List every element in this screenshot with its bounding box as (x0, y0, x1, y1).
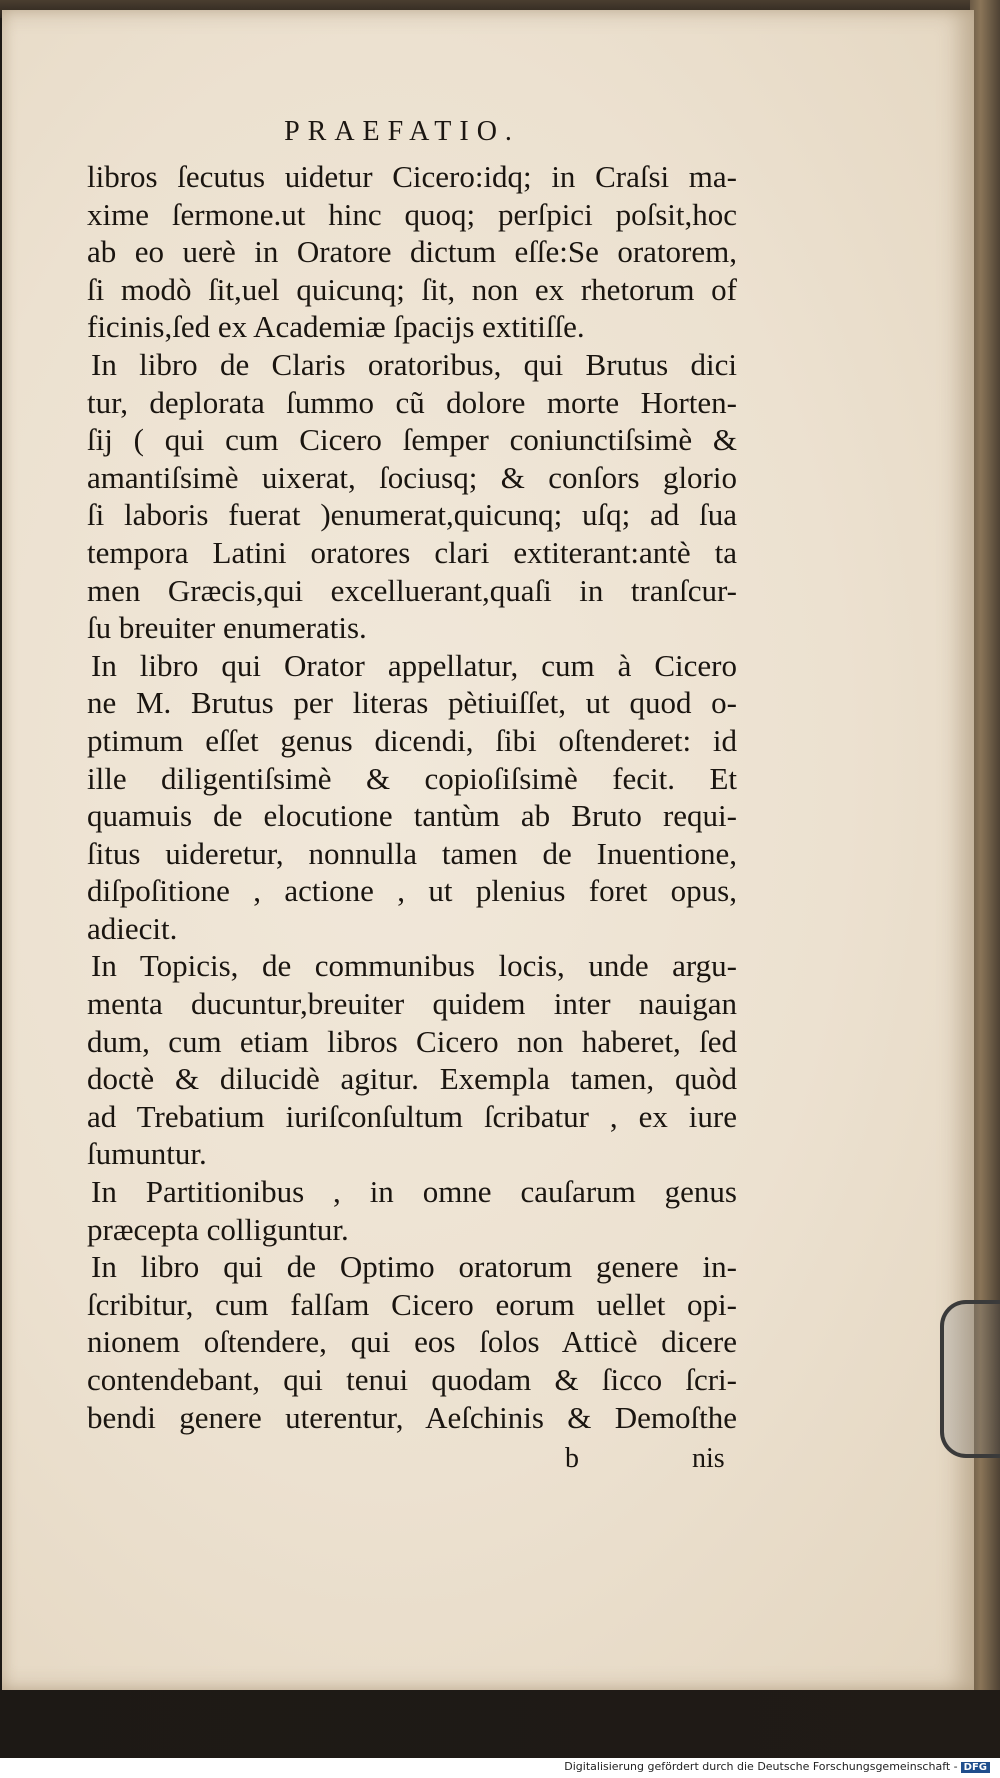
text-block (87, 158, 737, 1436)
text-line: ſi laboris fuerat )enumerat,quicunq; uſq; ad ſua (87, 497, 737, 533)
text-line: ſcribitur, cum falſam Cicero eorum uellet opi- (87, 1286, 737, 1322)
text-line: dum, cum etiam libros Cicero non haberet, ſed (87, 1023, 737, 1059)
text-line: ptimum eſſet genus dicendi, ſibi oſtenderet: id (87, 722, 737, 758)
text-line: bendi genere uterentur, Aeſchinis & Demoſthe (87, 1399, 737, 1435)
footer-credit (564, 1760, 990, 1773)
book-page (2, 10, 974, 1690)
text-line: In libro de Claris oratoribus, qui Brutus dici (91, 346, 737, 382)
text-line: ab eo uerè in Oratore dictum eſſe:Se oratorem, (87, 234, 737, 270)
catchword: nis (692, 1443, 725, 1474)
text-line: ſumuntur. (87, 1136, 207, 1172)
text-line: ficinis,ſed ex Academiæ ſpacijs extitiſſe. (87, 309, 585, 345)
text-line: diſpoſitione , actione , ut plenius foret opus, (87, 873, 737, 909)
text-line: ſi modò ſit,uel quicunq; ſit, non ex rhetorum of (87, 271, 737, 307)
running-head: PRAEFATIO. (284, 116, 520, 147)
text-line: contendebant, qui tenui quodam & ſicco ſcri- (87, 1362, 737, 1397)
text-line: men Græcis,qui excelluerant,quaſi in tranſcur- (87, 572, 737, 608)
text-line: In Topicis, de communibus locis, unde argu- (91, 948, 737, 984)
text-line: ſu breuiter enumeratis. (87, 610, 367, 646)
text-line: tempora Latini oratores clari extiterant:antè ta (87, 534, 737, 570)
text-line: ne M. Brutus per literas pètiuiſſet, ut quod o- (87, 685, 737, 721)
text-line: ſij ( qui cum Cicero ſemper coniunctiſsimè & (87, 422, 737, 458)
text-line: nionem oſtendere, qui eos ſolos Atticè dicere (87, 1324, 737, 1360)
text-line: libros ſecutus uidetur Cicero:idq; in Craſsi ma- (87, 159, 737, 194)
text-line: ad Trebatium iuriſconſultum ſcribatur , ex iure (87, 1098, 737, 1134)
text-line: doctè & dilucidè agitur. Exempla tamen, quòd (87, 1061, 737, 1097)
text-line: In libro qui de Optimo oratorum genere in- (91, 1249, 737, 1285)
text-line: xime ſermone.ut hinc quoq; perſpici poſsit,hoc (87, 196, 737, 232)
text-line: amantiſsimè uixerat, ſociusq; & conſors glorio (87, 459, 737, 495)
text-line: In libro qui Orator appellatur, cum à Cicero (91, 647, 737, 683)
signature-mark: b (565, 1443, 579, 1474)
text-line: ſitus uideretur, nonnulla tamen de Inuentione, (87, 835, 737, 871)
footer-credit-text: Digitalisierung gefördert durch die Deutsche Forschungsgemeinschaft - (564, 1760, 958, 1773)
text-line: ille diligentiſsimè & copioſiſsimè fecit. Et (87, 760, 737, 796)
text-line: menta ducuntur,breuiter quidem inter nauigan (87, 986, 737, 1022)
text-line: In Partitionibus , in omne cauſarum genus (91, 1174, 737, 1210)
clasp (940, 1300, 1000, 1458)
text-line: præcepta colliguntur. (87, 1211, 349, 1247)
dfg-logo: DFG (961, 1762, 990, 1773)
text-line: quamuis de elocutione tantùm ab Bruto requi- (87, 798, 737, 834)
text-line: tur, deplorata ſummo cũ dolore morte Horten- (87, 384, 737, 420)
text-line: adiecit. (87, 910, 178, 946)
